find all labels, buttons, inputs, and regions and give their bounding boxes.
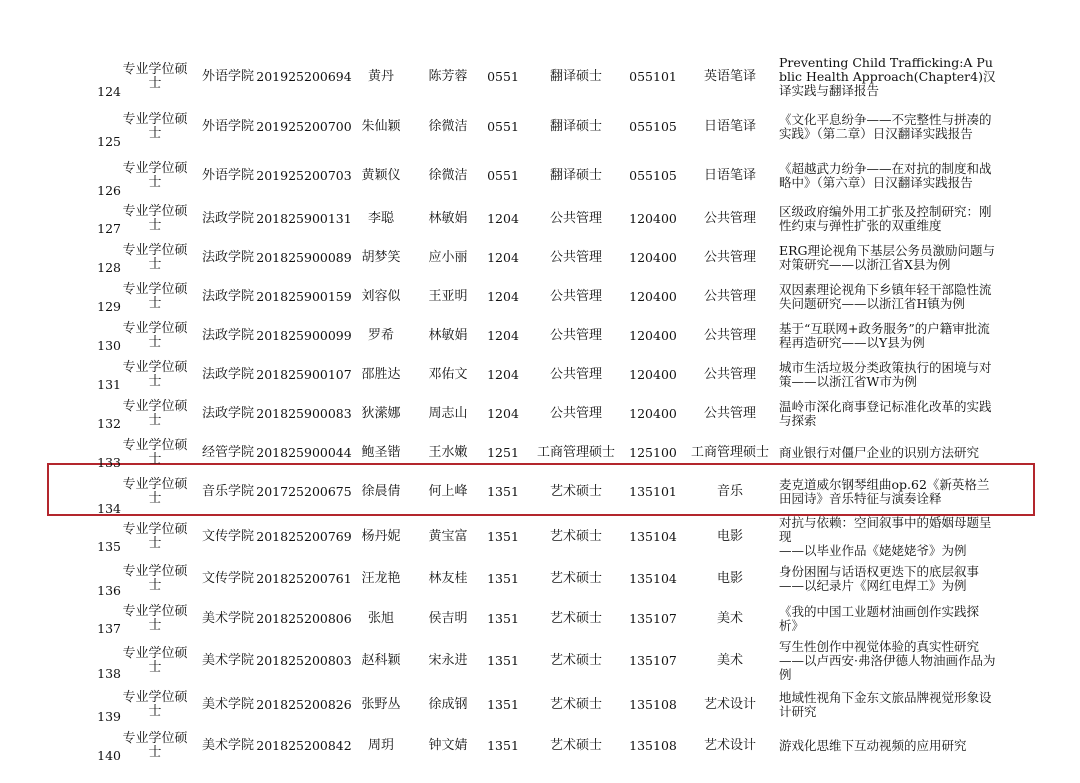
major-name: 美术: [716, 611, 743, 626]
department: 法政学院: [201, 328, 254, 343]
table-row: [0, 356, 1080, 394]
student-name: 胡梦笑: [361, 250, 401, 265]
degree-type: 专业学位硕 士: [122, 161, 188, 190]
major-name: 日语笔译: [703, 119, 756, 134]
student-name: 汪龙艳: [361, 571, 401, 586]
row-number: 130: [97, 338, 121, 353]
row-number: 136: [97, 583, 121, 598]
major-code: 120400: [629, 211, 677, 226]
table-row: [0, 317, 1080, 355]
student-id: 201825900083: [256, 406, 352, 421]
discipline-code: 1351: [487, 529, 519, 544]
table-row: [0, 103, 1080, 151]
student-name: 黄丹: [367, 69, 394, 84]
supervisor-name: 陈芳蓉: [428, 69, 468, 84]
discipline-code: 1351: [487, 571, 519, 586]
discipline-code: 1204: [487, 289, 519, 304]
department: 法政学院: [201, 250, 254, 265]
thesis-title: 对抗与依赖：空间叙事中的婚姻母题呈现 ——以毕业作品《姥姥姥爷》为例: [779, 515, 992, 558]
thesis-title: 双因素理论视角下乡镇年轻干部隐性流失问题研究——以浙江省H镇为例: [779, 282, 992, 311]
row-number: 129: [97, 299, 121, 314]
supervisor-name: 王水嫩: [428, 445, 468, 460]
row-number: 126: [97, 183, 121, 198]
supervisor-name: 徐成钢: [428, 697, 468, 712]
discipline-code: 1351: [487, 697, 519, 712]
student-name: 徐晨倩: [361, 484, 401, 499]
supervisor-name: 宋永进: [428, 652, 468, 668]
degree-name: 公共管理: [549, 328, 602, 343]
student-name: 狄潆娜: [361, 406, 401, 421]
department: 法政学院: [201, 289, 254, 304]
student-name: 邵胜达: [361, 367, 401, 382]
table-row: [0, 515, 1080, 558]
row-number: 135: [97, 539, 121, 554]
degree-name: 艺术硕士: [549, 652, 602, 668]
row-number: 124: [97, 84, 121, 99]
row-number: 139: [97, 709, 121, 724]
student-id: 201925200694: [256, 69, 352, 84]
major-name: 公共管理: [703, 406, 756, 421]
degree-type: 专业学位硕 士: [122, 564, 188, 593]
major-code: 135108: [629, 697, 677, 712]
major-code: 135101: [629, 484, 677, 499]
degree-name: 艺术硕士: [549, 697, 602, 712]
supervisor-name: 应小丽: [428, 250, 468, 265]
discipline-code: 0551: [487, 69, 519, 84]
table-row: [0, 684, 1080, 726]
supervisor-name: 林敏娟: [428, 328, 468, 343]
department: 美术学院: [201, 611, 254, 626]
degree-type: 专业学位硕 士: [122, 690, 188, 719]
supervisor-name: 何上峰: [428, 484, 468, 499]
student-id: 201825200806: [256, 611, 352, 626]
student-name: 周玥: [367, 738, 394, 753]
degree-type: 专业学位硕 士: [122, 204, 188, 233]
student-id: 201825200769: [256, 529, 352, 544]
table-row: [0, 727, 1080, 765]
department: 美术学院: [201, 652, 254, 668]
major-code: 125100: [629, 445, 677, 460]
degree-type: 专业学位硕 士: [122, 112, 188, 141]
major-code: 055101: [629, 69, 677, 84]
row-number: 132: [97, 416, 121, 431]
student-name: 杨丹妮: [361, 529, 401, 544]
degree-type: 专业学位硕 士: [122, 477, 188, 506]
discipline-code: 1351: [487, 652, 519, 668]
table-row: [0, 600, 1080, 638]
discipline-code: 1204: [487, 406, 519, 421]
major-name: 美术: [716, 652, 743, 668]
major-code: 135108: [629, 738, 677, 753]
row-number: 137: [97, 621, 121, 636]
thesis-title: Preventing Child Trafficking:A Public Health Approach(Chapter4)汉译实践与翻译报告: [779, 55, 996, 98]
major-name: 公共管理: [703, 367, 756, 382]
thesis-title: 《我的中国工业题材油画创作实践探析》: [779, 604, 980, 633]
thesis-title: 《文化平息纷争——不完整性与拼凑的实践》（第二章）日汉翻译实践报告: [779, 112, 992, 141]
major-name: 日语笔译: [703, 168, 756, 183]
degree-name: 公共管理: [549, 367, 602, 382]
degree-type: 专业学位硕 士: [122, 645, 188, 675]
row-number: 134: [97, 501, 121, 516]
discipline-code: 1204: [487, 367, 519, 382]
degree-type: 专业学位硕 士: [122, 321, 188, 350]
student-id: 201925200703: [256, 168, 352, 183]
major-name: 电影: [716, 529, 743, 544]
student-name: 赵科颖: [361, 652, 401, 668]
department: 文传学院: [201, 571, 254, 586]
supervisor-name: 林友桂: [428, 571, 468, 586]
student-id: 201825900099: [256, 328, 352, 343]
degree-name: 翻译硕士: [549, 69, 602, 84]
major-name: 工商管理硕士: [690, 445, 769, 460]
thesis-title: ERG理论视角下基层公务员激励问题与对策研究——以浙江省X县为例: [779, 243, 996, 272]
student-name: 黄颖仪: [361, 168, 401, 183]
row-number: 128: [97, 260, 121, 275]
major-code: 120400: [629, 406, 677, 421]
degree-type: 专业学位硕 士: [122, 62, 188, 91]
degree-type: 专业学位硕 士: [122, 731, 188, 760]
supervisor-name: 徐微洁: [428, 119, 468, 134]
table-row: [0, 638, 1080, 683]
major-code: 135104: [629, 571, 677, 586]
student-id: 201825200842: [256, 738, 352, 753]
major-code: 055105: [629, 168, 677, 183]
major-name: 艺术设计: [703, 697, 756, 712]
student-name: 朱仙颖: [361, 119, 401, 134]
degree-name: 艺术硕士: [549, 484, 602, 499]
row-number: 125: [97, 134, 121, 149]
thesis-title: 地域性视角下金东文旅品牌视觉形象设计研究: [779, 690, 992, 719]
student-id: 201825900159: [256, 289, 352, 304]
thesis-title: 商业银行对僵尸企业的识别方法研究: [779, 445, 980, 460]
degree-type: 专业学位硕 士: [122, 604, 188, 633]
major-code: 120400: [629, 328, 677, 343]
thesis-title: 《超越武力纷争——在对抗的制度和战略中》（第六章）日汉翻译实践报告: [779, 161, 992, 190]
supervisor-name: 钟文婧: [428, 738, 468, 753]
degree-name: 公共管理: [549, 406, 602, 421]
table-row: [0, 466, 1080, 518]
major-name: 电影: [716, 571, 743, 586]
major-name: 公共管理: [703, 250, 756, 265]
supervisor-name: 徐微洁: [428, 168, 468, 183]
department: 美术学院: [201, 697, 254, 712]
student-id: 201825200826: [256, 697, 352, 712]
major-code: 135107: [629, 652, 677, 668]
student-id: 201725200675: [256, 484, 352, 499]
department: 法政学院: [201, 406, 254, 421]
major-code: 120400: [629, 367, 677, 382]
discipline-code: 1204: [487, 250, 519, 265]
major-code: 055105: [629, 119, 677, 134]
supervisor-name: 林敏娟: [428, 211, 468, 226]
discipline-code: 1204: [487, 328, 519, 343]
thesis-title: 基于“互联网+政务服务”的户籍审批流程再造研究——以Y县为例: [779, 321, 990, 350]
student-id: 201825200761: [256, 571, 352, 586]
discipline-code: 0551: [487, 168, 519, 183]
table-row: [0, 53, 1080, 101]
row-number: 131: [97, 377, 121, 392]
supervisor-name: 王亚明: [428, 289, 468, 304]
department: 文传学院: [201, 529, 254, 544]
degree-type: 专业学位硕 士: [122, 399, 188, 428]
major-name: 公共管理: [703, 328, 756, 343]
discipline-code: 1351: [487, 611, 519, 626]
discipline-code: 1351: [487, 738, 519, 753]
row-number: 140: [97, 748, 121, 763]
discipline-code: 1351: [487, 484, 519, 499]
thesis-title: 身份困囿与话语权更迭下的底层叙事——以纪录片《网红电焊工》为例: [779, 564, 980, 593]
degree-name: 艺术硕士: [549, 571, 602, 586]
degree-name: 艺术硕士: [549, 611, 602, 626]
department: 法政学院: [201, 367, 254, 382]
thesis-title: 城市生活垃圾分类政策执行的困境与对策——以浙江省W市为例: [779, 360, 992, 389]
major-name: 英语笔译: [703, 69, 756, 84]
student-id: 201925200700: [256, 119, 352, 134]
student-name: 张野丛: [361, 697, 401, 712]
row-number: 138: [97, 666, 121, 681]
row-number: 133: [97, 455, 121, 470]
major-name: 音乐: [716, 484, 743, 499]
supervisor-name: 周志山: [428, 406, 468, 421]
discipline-code: 0551: [487, 119, 519, 134]
department: 外语学院: [201, 119, 254, 134]
table-row: [0, 200, 1080, 238]
student-id: 201825900044: [256, 445, 352, 460]
degree-name: 公共管理: [549, 250, 602, 265]
supervisor-name: 侯吉明: [428, 611, 468, 626]
degree-type: 专业学位硕 士: [122, 282, 188, 311]
table-row: [0, 558, 1080, 600]
degree-type: 专业学位硕 士: [122, 438, 188, 467]
department: 外语学院: [201, 168, 254, 183]
thesis-title: 游戏化思维下互动视频的应用研究: [779, 738, 967, 753]
major-name: 公共管理: [703, 289, 756, 304]
department: 法政学院: [201, 211, 254, 226]
degree-type: 专业学位硕 士: [122, 360, 188, 389]
supervisor-name: 黄宝富: [428, 529, 468, 544]
student-id: 201825900107: [256, 367, 352, 382]
thesis-title: 写生性创作中视觉体验的真实性研究——以卢西安·弗洛伊德人物油画作品为例: [779, 638, 996, 682]
row-number: 127: [97, 221, 121, 236]
student-name: 李聪: [367, 211, 394, 226]
major-code: 135104: [629, 529, 677, 544]
student-id: 201825200803: [256, 652, 352, 668]
student-name: 罗希: [367, 328, 394, 343]
major-name: 艺术设计: [703, 738, 756, 753]
department: 音乐学院: [201, 484, 254, 499]
student-id: 201825900089: [256, 250, 352, 265]
table-row: [0, 395, 1080, 433]
degree-name: 公共管理: [549, 211, 602, 226]
department: 外语学院: [201, 69, 254, 84]
table-row: [0, 152, 1080, 200]
degree-name: 艺术硕士: [549, 529, 602, 544]
degree-type: 专业学位硕 士: [122, 522, 188, 551]
student-id: 201825900131: [256, 211, 352, 226]
degree-type: 专业学位硕 士: [122, 243, 188, 272]
thesis-title: 区级政府编外用工扩张及控制研究：刚性约束与弹性扩张的双重维度: [779, 204, 992, 233]
student-name: 张旭: [367, 611, 394, 626]
supervisor-name: 邓佑文: [428, 367, 468, 382]
degree-name: 工商管理硕士: [536, 445, 615, 460]
table-row: [0, 278, 1080, 316]
discipline-code: 1204: [487, 211, 519, 226]
degree-name: 公共管理: [549, 289, 602, 304]
degree-name: 艺术硕士: [549, 738, 602, 753]
discipline-code: 1251: [487, 445, 519, 460]
degree-name: 翻译硕士: [549, 168, 602, 183]
department: 经管学院: [201, 445, 254, 460]
student-name: 鲍圣锴: [361, 445, 401, 460]
major-code: 135107: [629, 611, 677, 626]
thesis-title: 温岭市深化商事登记标准化改革的实践与探索: [779, 399, 992, 428]
major-code: 120400: [629, 250, 677, 265]
major-code: 120400: [629, 289, 677, 304]
table-row: [0, 239, 1080, 277]
major-name: 公共管理: [703, 211, 756, 226]
thesis-title: 麦克道威尔钢琴组曲op.62《新英格兰田园诗》音乐特征与演奏诠释: [779, 477, 990, 506]
department: 美术学院: [201, 738, 254, 753]
degree-name: 翻译硕士: [549, 119, 602, 134]
student-name: 刘容似: [361, 289, 401, 304]
